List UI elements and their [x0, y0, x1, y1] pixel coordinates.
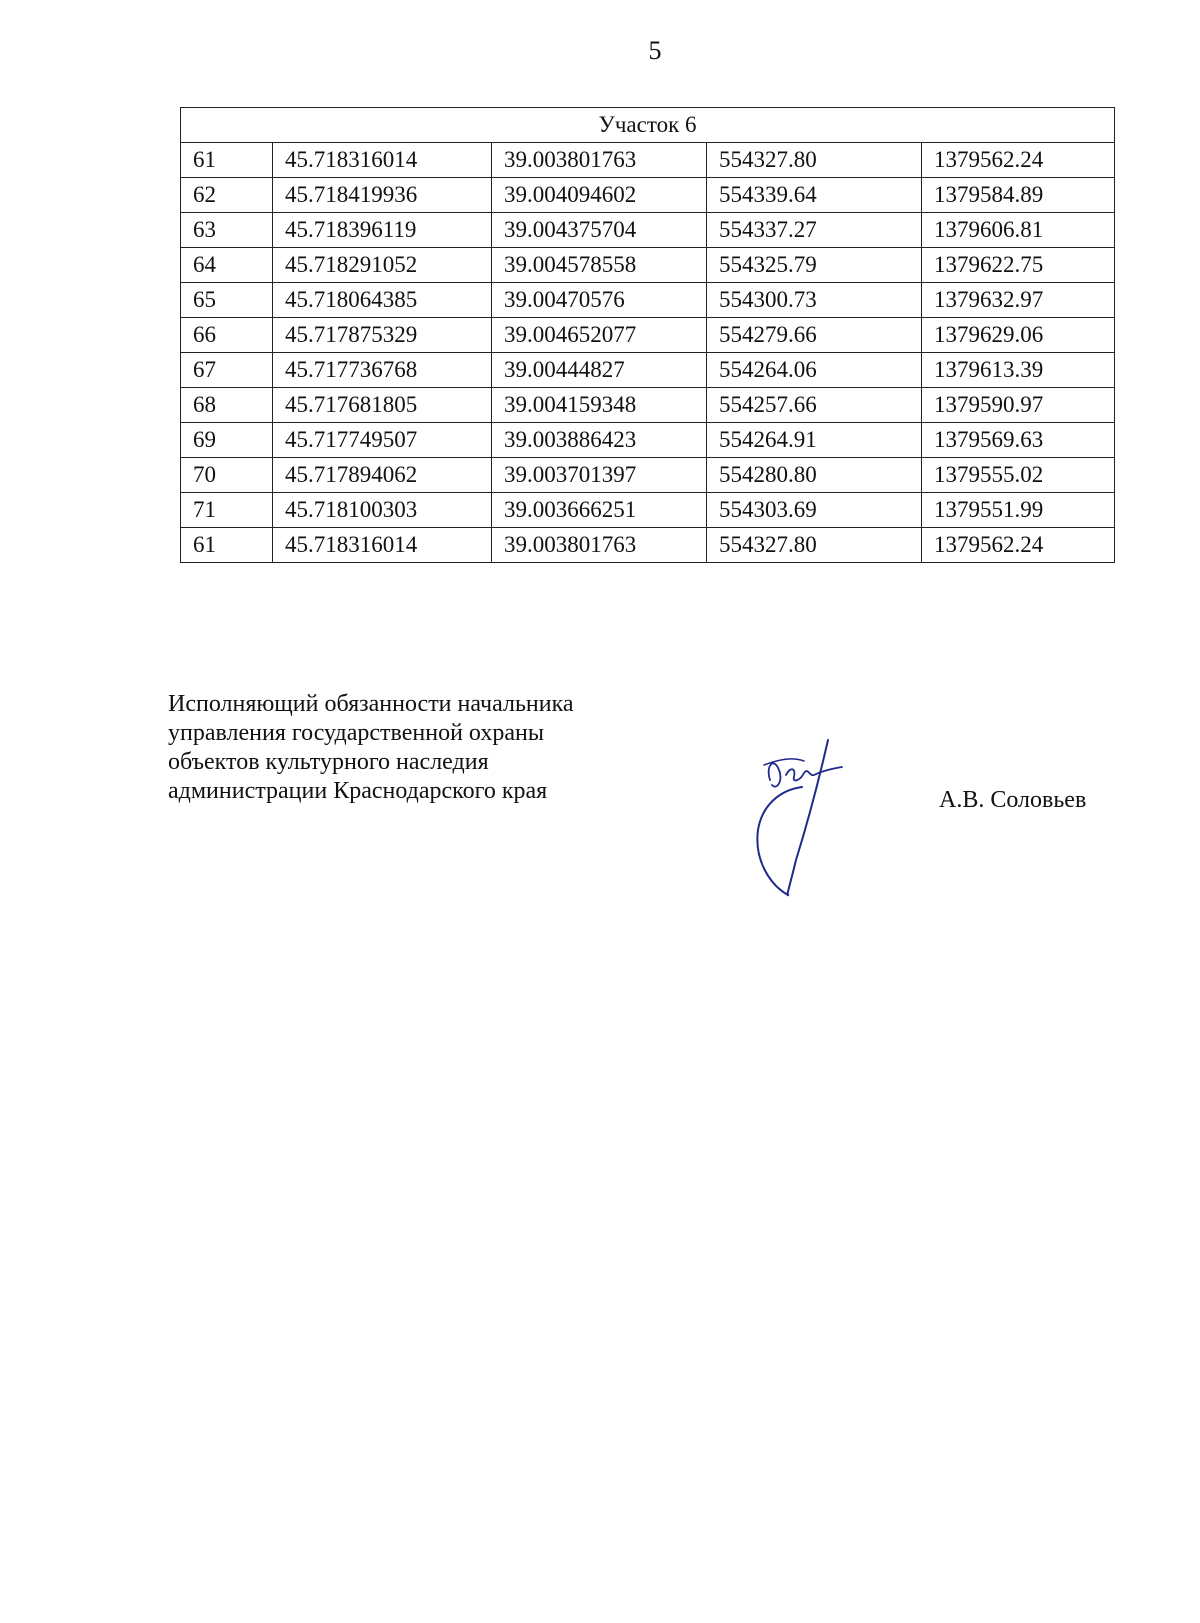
table-row — [181, 213, 1115, 248]
latitude-cell: 45.718316014 — [273, 143, 492, 178]
position-line: объектов культурного наследия — [168, 749, 489, 775]
x-coordinate-cell: 554303.69 — [707, 493, 922, 528]
latitude-cell: 45.717736768 — [273, 353, 492, 388]
latitude-cell: 45.717681805 — [273, 388, 492, 423]
longitude-cell: 39.004375704 — [492, 213, 707, 248]
y-coordinate-cell: 1379629.06 — [922, 318, 1115, 353]
point-number-cell: 68 — [181, 388, 273, 423]
table-row — [181, 528, 1115, 563]
x-coordinate-cell: 554325.79 — [707, 248, 922, 283]
section-title: Участок 6 — [181, 108, 1115, 143]
longitude-cell: 39.00470576 — [492, 283, 707, 318]
y-coordinate-cell: 1379590.97 — [922, 388, 1115, 423]
y-coordinate-cell: 1379569.63 — [922, 423, 1115, 458]
signature-initials — [769, 763, 842, 786]
latitude-cell: 45.718100303 — [273, 493, 492, 528]
longitude-cell: 39.003801763 — [492, 528, 707, 563]
y-coordinate-cell: 1379551.99 — [922, 493, 1115, 528]
point-number-cell: 61 — [181, 528, 273, 563]
table-row — [181, 248, 1115, 283]
page-number: 5 — [648, 36, 662, 65]
y-coordinate-cell: 1379555.02 — [922, 458, 1115, 493]
position-line: Исполняющий обязанности начальника — [168, 691, 574, 717]
position-line: администрации Краснодарского края — [168, 778, 548, 804]
x-coordinate-cell: 554280.80 — [707, 458, 922, 493]
y-coordinate-cell: 1379562.24 — [922, 528, 1115, 563]
position-line: управления государственной охраны — [168, 720, 544, 746]
table-row — [181, 493, 1115, 528]
point-number-cell: 67 — [181, 353, 273, 388]
signer-name: А.В. Соловьев — [939, 787, 1087, 813]
x-coordinate-cell: 554257.66 — [707, 388, 922, 423]
table-row — [181, 353, 1115, 388]
signature-underline — [764, 759, 804, 765]
y-coordinate-cell: 1379606.81 — [922, 213, 1115, 248]
latitude-cell: 45.718064385 — [273, 283, 492, 318]
x-coordinate-cell: 554264.91 — [707, 423, 922, 458]
point-number-cell: 63 — [181, 213, 273, 248]
longitude-cell: 39.003701397 — [492, 458, 707, 493]
section-header-row — [181, 108, 1115, 143]
longitude-cell: 39.00444827 — [492, 353, 707, 388]
longitude-cell: 39.003886423 — [492, 423, 707, 458]
y-coordinate-cell: 1379584.89 — [922, 178, 1115, 213]
point-number-cell: 62 — [181, 178, 273, 213]
x-coordinate-cell: 554300.73 — [707, 283, 922, 318]
x-coordinate-cell: 554264.06 — [707, 353, 922, 388]
x-coordinate-cell: 554327.80 — [707, 528, 922, 563]
point-number-cell: 70 — [181, 458, 273, 493]
point-number-cell: 61 — [181, 143, 273, 178]
latitude-cell: 45.718396119 — [273, 213, 492, 248]
y-coordinate-cell: 1379562.24 — [922, 143, 1115, 178]
latitude-cell: 45.717875329 — [273, 318, 492, 353]
table-row — [181, 318, 1115, 353]
x-coordinate-cell: 554339.64 — [707, 178, 922, 213]
table-row — [181, 178, 1115, 213]
longitude-cell: 39.004159348 — [492, 388, 707, 423]
latitude-cell: 45.718419936 — [273, 178, 492, 213]
longitude-cell: 39.004094602 — [492, 178, 707, 213]
table-row — [181, 458, 1115, 493]
latitude-cell: 45.718316014 — [273, 528, 492, 563]
longitude-cell: 39.004578558 — [492, 248, 707, 283]
latitude-cell: 45.718291052 — [273, 248, 492, 283]
longitude-cell: 39.003666251 — [492, 493, 707, 528]
point-number-cell: 71 — [181, 493, 273, 528]
coordinates-table-body — [181, 108, 1115, 563]
longitude-cell: 39.004652077 — [492, 318, 707, 353]
point-number-cell: 64 — [181, 248, 273, 283]
x-coordinate-cell: 554279.66 — [707, 318, 922, 353]
y-coordinate-cell: 1379632.97 — [922, 283, 1115, 318]
table-row — [181, 283, 1115, 318]
x-coordinate-cell: 554327.80 — [707, 143, 922, 178]
latitude-cell: 45.717894062 — [273, 458, 492, 493]
point-number-cell: 69 — [181, 423, 273, 458]
point-number-cell: 65 — [181, 283, 273, 318]
x-coordinate-cell: 554337.27 — [707, 213, 922, 248]
longitude-cell: 39.003801763 — [492, 143, 707, 178]
y-coordinate-cell: 1379622.75 — [922, 248, 1115, 283]
latitude-cell: 45.717749507 — [273, 423, 492, 458]
signatory-position — [168, 690, 574, 806]
table-row — [181, 423, 1115, 458]
table-row — [181, 388, 1115, 423]
y-coordinate-cell: 1379613.39 — [922, 353, 1115, 388]
table-row — [181, 143, 1115, 178]
coordinates-table — [180, 107, 1115, 563]
handwritten-signature — [750, 735, 860, 900]
point-number-cell: 66 — [181, 318, 273, 353]
